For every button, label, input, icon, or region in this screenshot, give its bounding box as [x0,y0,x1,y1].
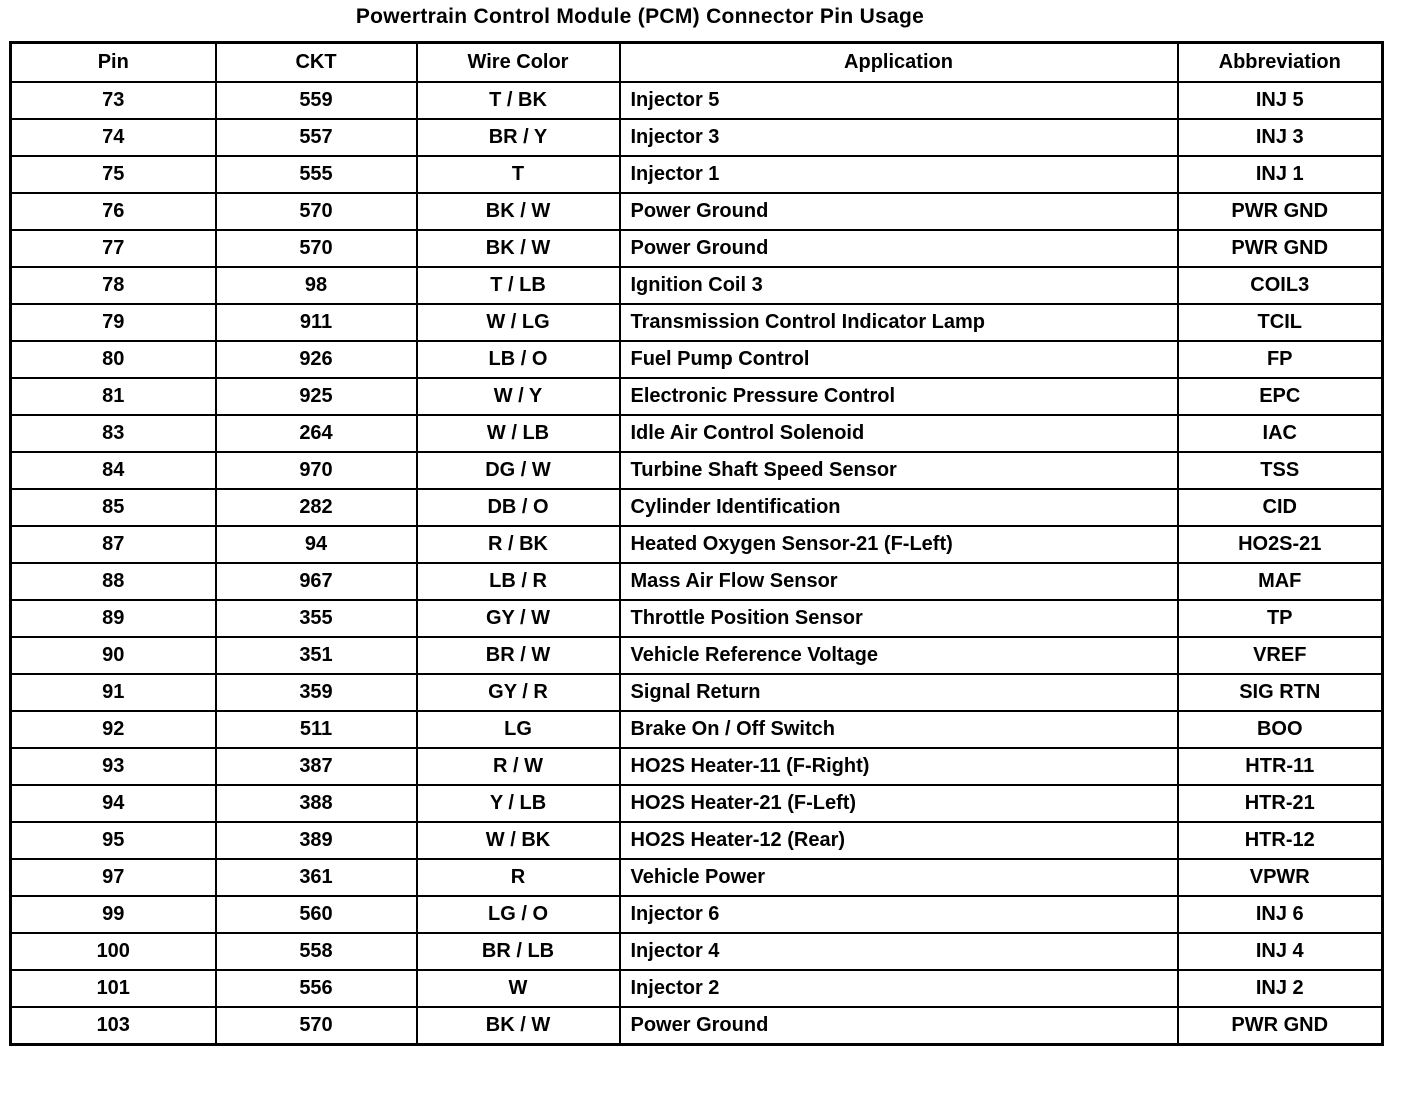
cell-abbreviation: INJ 1 [1178,156,1383,193]
cell-application: Brake On / Off Switch [620,711,1178,748]
cell-abbreviation: TSS [1178,452,1383,489]
cell-pin: 97 [11,859,216,896]
cell-ckt: 351 [216,637,417,674]
cell-pin: 89 [11,600,216,637]
column-header-wire-color: Wire Color [417,43,620,83]
table-row [11,415,1383,452]
cell-application: Mass Air Flow Sensor [620,563,1178,600]
cell-wire-color: R / W [417,748,620,785]
cell-ckt: 94 [216,526,417,563]
cell-pin: 84 [11,452,216,489]
cell-ckt: 556 [216,970,417,1007]
cell-ckt: 555 [216,156,417,193]
cell-wire-color: BR / W [417,637,620,674]
cell-abbreviation: INJ 6 [1178,896,1383,933]
cell-ckt: 355 [216,600,417,637]
cell-ckt: 570 [216,193,417,230]
table-row [11,489,1383,526]
cell-ckt: 389 [216,822,417,859]
cell-wire-color: Y / LB [417,785,620,822]
table-row [11,119,1383,156]
cell-pin: 77 [11,230,216,267]
cell-ckt: 361 [216,859,417,896]
cell-abbreviation: BOO [1178,711,1383,748]
cell-pin: 99 [11,896,216,933]
cell-wire-color: W / LG [417,304,620,341]
cell-abbreviation: PWR GND [1178,193,1383,230]
cell-application: Fuel Pump Control [620,341,1178,378]
cell-wire-color: R / BK [417,526,620,563]
cell-application: Injector 3 [620,119,1178,156]
cell-pin: 83 [11,415,216,452]
cell-abbreviation: TCIL [1178,304,1383,341]
column-header-application: Application [620,43,1178,83]
cell-ckt: 388 [216,785,417,822]
cell-pin: 74 [11,119,216,156]
cell-ckt: 560 [216,896,417,933]
cell-ckt: 570 [216,1007,417,1045]
cell-abbreviation: EPC [1178,378,1383,415]
cell-wire-color: LB / R [417,563,620,600]
cell-application: Signal Return [620,674,1178,711]
cell-application: Vehicle Reference Voltage [620,637,1178,674]
cell-application: Cylinder Identification [620,489,1178,526]
cell-wire-color: BR / Y [417,119,620,156]
table-row [11,267,1383,304]
cell-ckt: 282 [216,489,417,526]
column-header-abbreviation: Abbreviation [1178,43,1383,83]
cell-application: Ignition Coil 3 [620,267,1178,304]
cell-application: HO2S Heater-21 (F-Left) [620,785,1178,822]
cell-pin: 87 [11,526,216,563]
cell-ckt: 264 [216,415,417,452]
cell-application: Heated Oxygen Sensor-21 (F-Left) [620,526,1178,563]
cell-application: Power Ground [620,1007,1178,1045]
cell-wire-color: W / BK [417,822,620,859]
cell-pin: 85 [11,489,216,526]
cell-ckt: 511 [216,711,417,748]
cell-pin: 90 [11,637,216,674]
table-row [11,156,1383,193]
table-row [11,711,1383,748]
table-row [11,637,1383,674]
cell-abbreviation: INJ 5 [1178,82,1383,119]
cell-abbreviation: INJ 3 [1178,119,1383,156]
cell-wire-color: GY / R [417,674,620,711]
table-row [11,859,1383,896]
table-row [11,1007,1383,1045]
cell-wire-color: DG / W [417,452,620,489]
cell-pin: 92 [11,711,216,748]
cell-application: Power Ground [620,193,1178,230]
cell-pin: 81 [11,378,216,415]
cell-abbreviation: HTR-21 [1178,785,1383,822]
table-row [11,563,1383,600]
cell-wire-color: T / BK [417,82,620,119]
cell-wire-color: T / LB [417,267,620,304]
cell-pin: 101 [11,970,216,1007]
cell-abbreviation: INJ 4 [1178,933,1383,970]
cell-wire-color: BR / LB [417,933,620,970]
pcm-pin-table [9,41,1384,1046]
cell-pin: 76 [11,193,216,230]
cell-pin: 91 [11,674,216,711]
table-row [11,452,1383,489]
cell-abbreviation: VREF [1178,637,1383,674]
table-row [11,82,1383,119]
cell-ckt: 359 [216,674,417,711]
cell-ckt: 970 [216,452,417,489]
cell-ckt: 925 [216,378,417,415]
cell-application: Injector 1 [620,156,1178,193]
cell-wire-color: GY / W [417,600,620,637]
cell-application: Power Ground [620,230,1178,267]
cell-ckt: 558 [216,933,417,970]
cell-application: Transmission Control Indicator Lamp [620,304,1178,341]
cell-abbreviation: MAF [1178,563,1383,600]
cell-pin: 93 [11,748,216,785]
table-row [11,674,1383,711]
cell-pin: 78 [11,267,216,304]
cell-pin: 100 [11,933,216,970]
cell-pin: 95 [11,822,216,859]
cell-abbreviation: INJ 2 [1178,970,1383,1007]
column-header-pin: Pin [11,43,216,83]
cell-application: Injector 6 [620,896,1178,933]
cell-ckt: 926 [216,341,417,378]
table-body [11,82,1383,1045]
cell-wire-color: R [417,859,620,896]
table-row [11,378,1383,415]
cell-pin: 73 [11,82,216,119]
cell-wire-color: T [417,156,620,193]
cell-abbreviation: CID [1178,489,1383,526]
cell-pin: 80 [11,341,216,378]
cell-wire-color: W / LB [417,415,620,452]
cell-pin: 103 [11,1007,216,1045]
cell-ckt: 387 [216,748,417,785]
page-title: Powertrain Control Module (PCM) Connector Pin Usage [355,5,925,28]
cell-wire-color: LG [417,711,620,748]
cell-application: Injector 4 [620,933,1178,970]
cell-abbreviation: IAC [1178,415,1383,452]
cell-wire-color: LB / O [417,341,620,378]
table-row [11,193,1383,230]
cell-abbreviation: HTR-12 [1178,822,1383,859]
header-row [11,43,1383,83]
cell-application: Turbine Shaft Speed Sensor [620,452,1178,489]
cell-application: Injector 2 [620,970,1178,1007]
cell-pin: 88 [11,563,216,600]
cell-abbreviation: HO2S-21 [1178,526,1383,563]
table-row [11,304,1383,341]
cell-abbreviation: PWR GND [1178,1007,1383,1045]
table-row [11,933,1383,970]
table-row [11,748,1383,785]
table-row [11,230,1383,267]
column-header-ckt: CKT [216,43,417,83]
cell-application: HO2S Heater-11 (F-Right) [620,748,1178,785]
table-row [11,970,1383,1007]
cell-wire-color: BK / W [417,1007,620,1045]
cell-wire-color: DB / O [417,489,620,526]
table-row [11,785,1383,822]
table-row [11,341,1383,378]
cell-abbreviation: SIG RTN [1178,674,1383,711]
cell-abbreviation: PWR GND [1178,230,1383,267]
cell-abbreviation: HTR-11 [1178,748,1383,785]
cell-wire-color: BK / W [417,193,620,230]
cell-abbreviation: TP [1178,600,1383,637]
cell-ckt: 98 [216,267,417,304]
cell-pin: 79 [11,304,216,341]
cell-application: HO2S Heater-12 (Rear) [620,822,1178,859]
table-row [11,822,1383,859]
cell-abbreviation: COIL3 [1178,267,1383,304]
cell-wire-color: W [417,970,620,1007]
cell-ckt: 570 [216,230,417,267]
cell-ckt: 557 [216,119,417,156]
cell-wire-color: BK / W [417,230,620,267]
cell-application: Electronic Pressure Control [620,378,1178,415]
cell-ckt: 967 [216,563,417,600]
cell-pin: 75 [11,156,216,193]
table-row [11,600,1383,637]
cell-application: Throttle Position Sensor [620,600,1178,637]
cell-wire-color: W / Y [417,378,620,415]
cell-pin: 94 [11,785,216,822]
cell-wire-color: LG / O [417,896,620,933]
table-row [11,896,1383,933]
cell-application: Injector 5 [620,82,1178,119]
cell-abbreviation: VPWR [1178,859,1383,896]
cell-application: Idle Air Control Solenoid [620,415,1178,452]
table-row [11,526,1383,563]
cell-ckt: 911 [216,304,417,341]
cell-ckt: 559 [216,82,417,119]
cell-application: Vehicle Power [620,859,1178,896]
cell-abbreviation: FP [1178,341,1383,378]
